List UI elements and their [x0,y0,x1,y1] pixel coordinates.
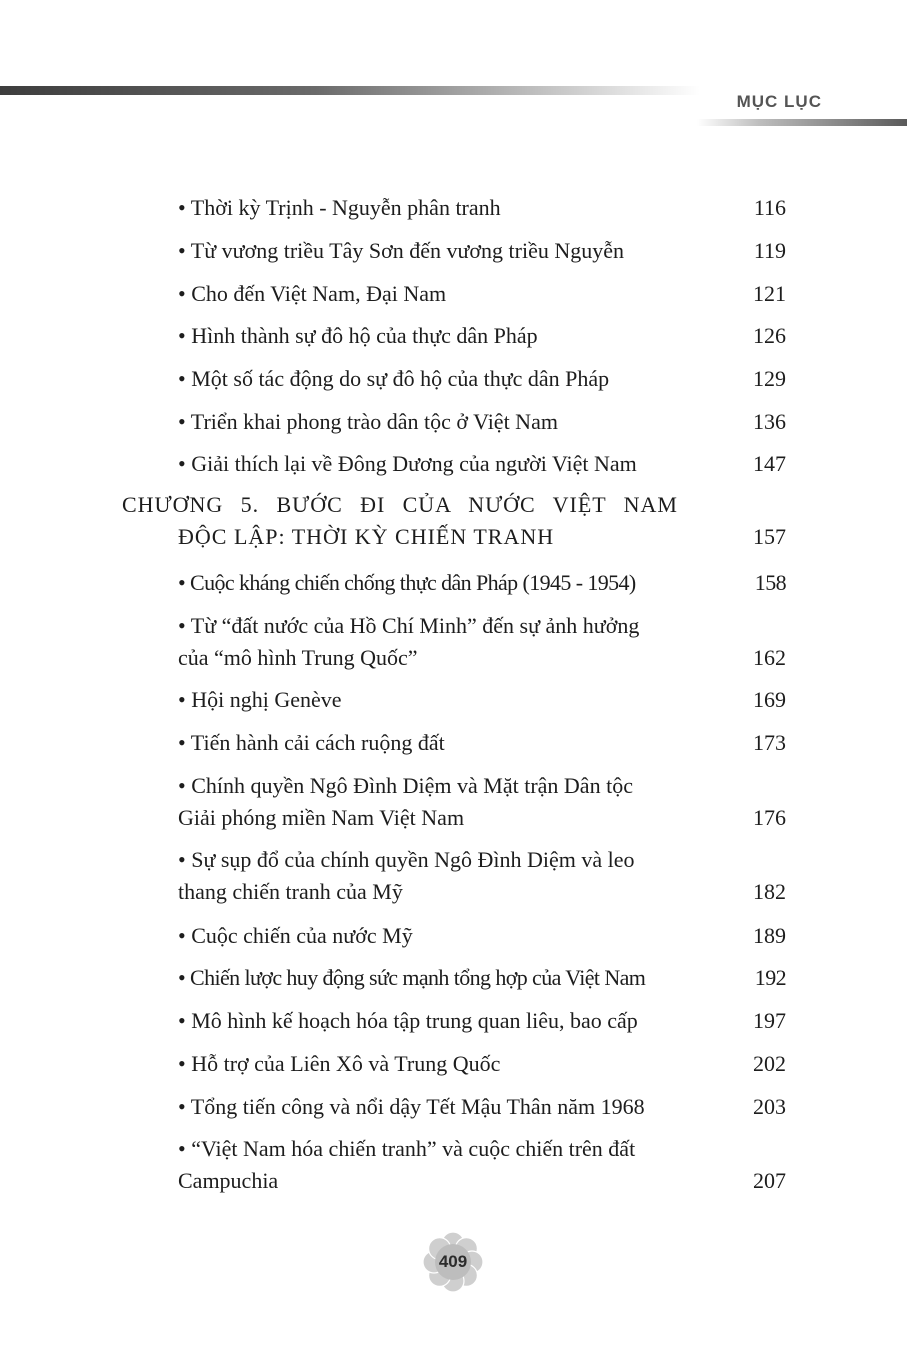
toc-entry[interactable] [178,610,786,674]
toc-entry-page: 158 [754,570,786,595]
toc-entry-title: • Hình thành sự đô hộ của thực dân Pháp [178,323,538,348]
toc-entry-title: • Hội nghị Genève [178,687,342,712]
toc-entry-title-continued: Campuchia [178,1168,279,1193]
toc-entry[interactable] [178,962,786,994]
toc-entry[interactable] [178,363,786,395]
toc-entry-title: • Giải thích lại về Đông Dương của người Việt Nam [178,451,637,476]
header-bar-right [697,119,907,126]
chapter-title-line-2: ĐỘC LẬP: THỜI KỲ CHIẾN TRANH [178,524,555,549]
toc-entry-page: 126 [753,323,786,348]
toc-entry[interactable] [178,278,786,310]
toc-entry-page: 136 [753,409,786,434]
toc-entry[interactable] [178,920,786,952]
toc-entry-title: • Cho đến Việt Nam, Đại Nam [178,281,447,306]
toc-entry[interactable] [178,684,786,716]
page-number-badge [423,1232,483,1292]
toc-entry-page: 129 [753,366,786,391]
toc-entry-page: 169 [753,687,786,712]
toc-entry-page: 162 [753,645,786,670]
chapter-title-line-1: CHƯƠNG 5. BƯỚC ĐI CỦA NƯỚC VIỆT NAM [122,492,678,517]
toc-entry-page: 203 [753,1094,786,1119]
toc-entry-title: • Từ “đất nước của Hồ Chí Minh” đến sự ảnh hưởng [178,613,640,638]
toc-entry[interactable] [178,844,786,908]
toc-entry[interactable] [178,567,786,599]
toc-entry-title-continued: của “mô hình Trung Quốc” [178,645,418,670]
toc-entry-page: 176 [753,805,786,830]
toc-entry-title-continued: thang chiến tranh của Mỹ [178,879,403,904]
toc-entry-title: • Chiến lược huy động sức mạnh tổng hợp của Việt Nam [178,965,646,990]
toc-entry-title: • Thời kỳ Trịnh - Nguyễn phân tranh [178,195,501,220]
toc-entry-title: • Mô hình kế hoạch hóa tập trung quan liêu, bao cấp [178,1008,638,1033]
running-header-title: MỤC LỤC [736,92,822,111]
page-number: 409 [438,1252,468,1271]
toc-entry[interactable] [178,320,786,352]
toc-entry-page: 182 [753,879,786,904]
toc-entry-page: 173 [753,730,786,755]
toc-entry-title: • Tổng tiến công và nổi dậy Tết Mậu Thân năm 1968 [178,1094,645,1119]
chapter-page: 157 [753,524,786,549]
toc-chapter-heading[interactable] [122,489,786,553]
toc-entry-page: 207 [753,1168,786,1193]
toc-entry-title: • Hỗ trợ của Liên Xô và Trung Quốc [178,1051,501,1076]
toc-entry[interactable] [178,1133,786,1197]
toc-entry-page: 147 [753,451,786,476]
toc-entry-page: 202 [753,1051,786,1076]
toc-entry-title: • Chính quyền Ngô Đình Diệm và Mặt trận Dân tộc [178,773,633,798]
toc-entry-page: 189 [753,923,786,948]
toc-entry-page: 192 [754,965,786,990]
toc-entry-page: 197 [753,1008,786,1033]
toc-entry-page: 119 [753,238,786,263]
header-bar-left [0,86,700,95]
toc-entry-title: • Một số tác động do sự đô hộ của thực dân Pháp [178,366,610,391]
toc-entry[interactable] [178,1091,786,1123]
toc-entry[interactable] [178,727,786,759]
toc-entry[interactable] [178,448,786,480]
toc-entry[interactable] [178,192,786,224]
toc-entry-page: 116 [753,195,786,220]
toc-entry-title: • Cuộc chiến của nước Mỹ [178,923,413,948]
toc-entry[interactable] [178,406,786,438]
toc-entry-title: • Cuộc kháng chiến chống thực dân Pháp (1945 - 1954) [178,570,636,595]
toc-entry[interactable] [178,235,786,267]
toc-entry[interactable] [178,770,786,834]
toc-entry-title: • Triển khai phong trào dân tộc ở Việt Nam [178,409,558,434]
toc-entry-title: • “Việt Nam hóa chiến tranh” và cuộc chiến trên đất [178,1136,636,1161]
toc-entry-page: 121 [753,281,786,306]
toc-entry-title-continued: Giải phóng miền Nam Việt Nam [178,805,465,830]
toc-entry-title: • Tiến hành cải cách ruộng đất [178,730,445,755]
toc-entry[interactable] [178,1048,786,1080]
toc-entry-title: • Sự sụp đổ của chính quyền Ngô Đình Diệm và leo [178,847,635,872]
toc-entry-title: • Từ vương triều Tây Sơn đến vương triều Nguyễn [178,238,625,263]
toc-entry[interactable] [178,1005,786,1037]
